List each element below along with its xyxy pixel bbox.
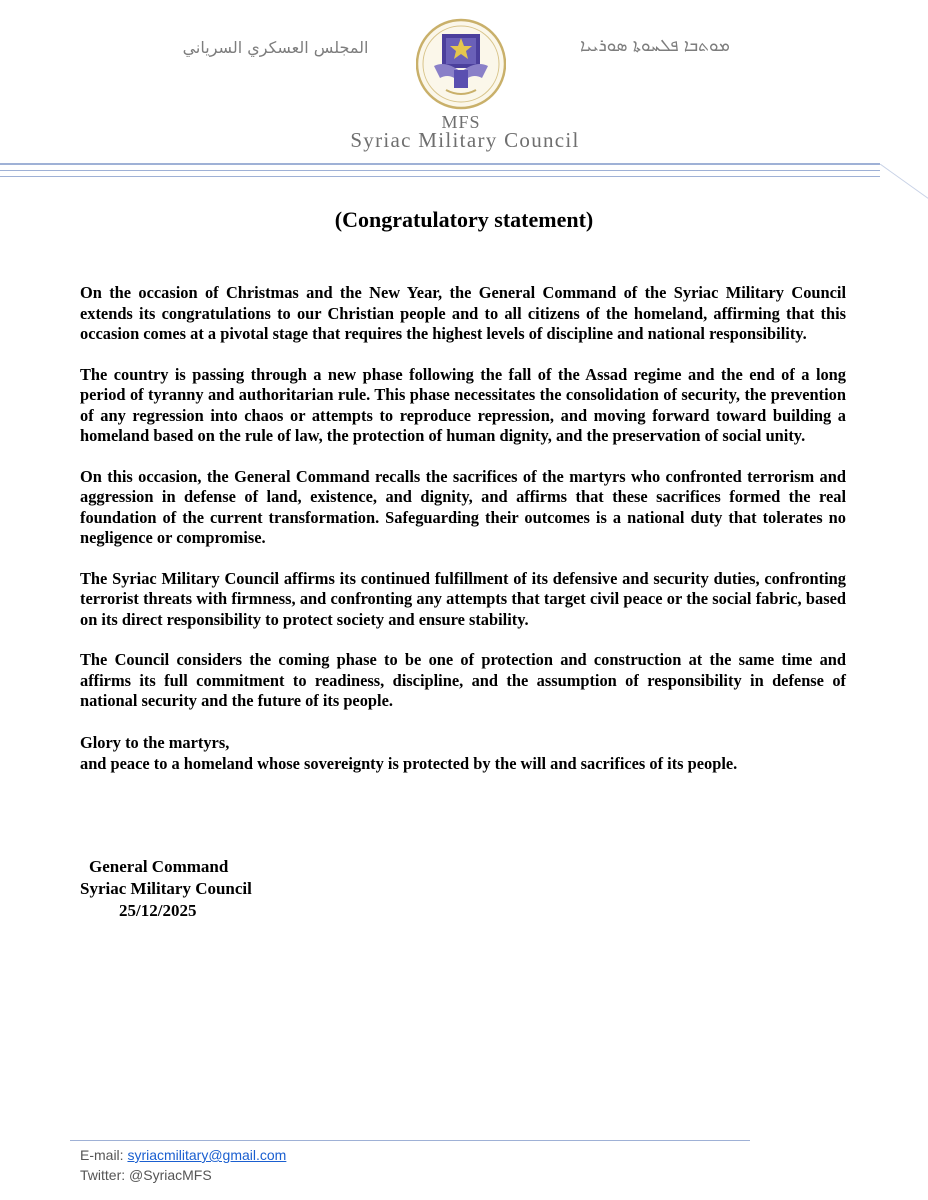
paragraph: The Syriac Military Council affirms its continued fulfillment of its defensive and security duties, confronting terrorist threats with firmness, and confronting any attempts that target civil peace or the social fabric, based on its direct responsibility to protect society and ensure stability.	[80, 568, 846, 629]
twitter-handle: @SyriacMFS	[129, 1167, 212, 1183]
email-label: E-mail:	[80, 1147, 124, 1163]
signature-block	[80, 856, 252, 922]
arabic-org-name: المجلس العسكري السرياني	[182, 38, 369, 57]
footer-contact	[80, 1145, 286, 1185]
footer-divider	[70, 1140, 750, 1141]
closing-line: Glory to the martyrs,	[80, 732, 230, 752]
signature-command: General Command	[89, 857, 229, 876]
statement-body	[80, 283, 846, 774]
paragraph: On this occasion, the General Command recalls the sacrifices of the martyrs who confronted terrorism and aggression in defense of land, existence, and dignity, and affirms that these sacrifices formed the real foundation of the current transformation. Safeguarding their outcomes is a national duty that tolerates no negligence or compromise.	[80, 466, 846, 547]
signature-council: Syriac Military Council	[80, 879, 252, 898]
council-emblem-icon	[416, 14, 506, 114]
paragraph: The Council considers the coming phase to be one of protection and construction at the same time and affirms its full commitment to readiness, discipline, and the assumption of responsibility in defense of national security and the future of its people.	[80, 650, 846, 710]
closing-line: and peace to a homeland whose sovereignty is protected by the will and sacrifices of its people.	[80, 753, 738, 773]
syriac-org-name: ܡܘܬܒܐ ܦܠܚܘܬܐ ܣܘܪܝܝܐ	[580, 36, 730, 56]
document-title: (Congratulatory statement)	[334, 207, 594, 232]
header-divider	[0, 163, 880, 165]
email-link[interactable]: syriacmilitary@gmail.com	[127, 1147, 287, 1163]
org-english-name: Syriac Military Council	[350, 128, 580, 152]
header-divider	[0, 176, 880, 177]
paragraph: On the occasion of Christmas and the New Year, the General Command of the Syriac Military Council extends its congratulations to our Christian people and to all citizens of the homeland, affirming that this occasion comes at a pivotal stage that requires the highest levels of discipline and national responsibility.	[80, 283, 846, 343]
signature-date: 25/12/2025	[119, 901, 197, 920]
org-abbreviation: MFS	[441, 112, 481, 132]
twitter-label: Twitter:	[80, 1167, 126, 1183]
paragraph: The country is passing through a new phase following the fall of the Assad regime and the end of a long period of tyranny and authoritarian rule. This phase necessitates the consolidation of security, the prevention of any regression into chaos or attempts to reproduce repression, and moving forward toward building a homeland based on the rule of law, the protection of human dignity, and the preservation of social unity.	[80, 364, 846, 445]
header-divider	[0, 170, 880, 171]
